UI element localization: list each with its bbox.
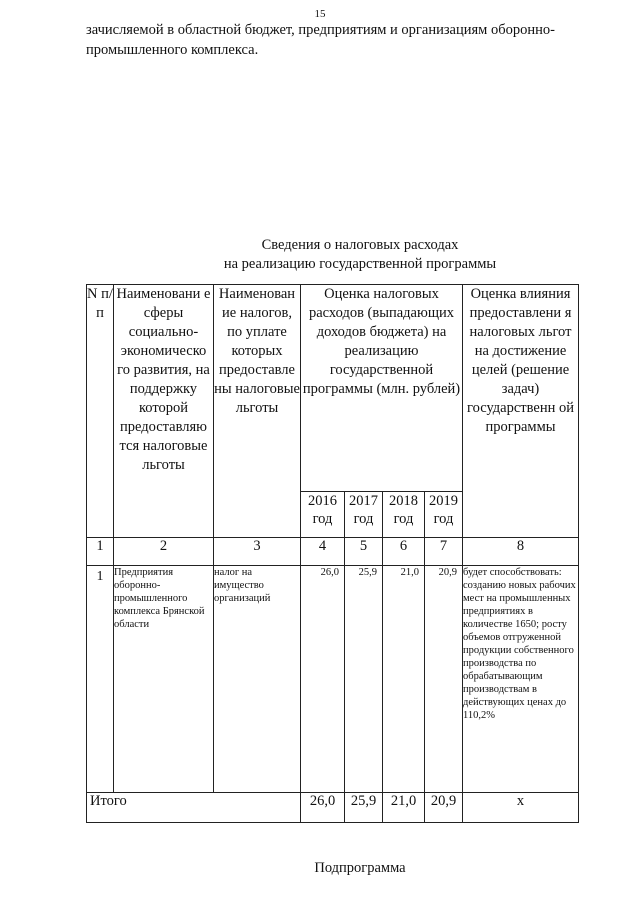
column-number: 6 [383, 538, 425, 566]
row-value-2017: 25,9 [345, 566, 383, 793]
section-title [0, 236, 640, 274]
header-estimate: Оценка налоговых расходов (выпадающих доходов бюджета) на реализацию государственной программы (млн. рублей) [301, 285, 463, 492]
column-number: 1 [87, 538, 114, 566]
header-sphere: Наименовани е сферы социально-экономическо го развития, на поддержку которой предоставляю тся налоговые льготы [114, 285, 214, 538]
column-number: 5 [345, 538, 383, 566]
column-number: 7 [425, 538, 463, 566]
row-value-2019: 20,9 [425, 566, 463, 793]
subprogram-heading: Подпрограмма [314, 860, 406, 876]
total-row [87, 793, 579, 823]
row-sphere: Предприятия оборонно-промышленного комплекса Брянской области [114, 566, 214, 793]
table-row [87, 566, 579, 793]
column-number-row [87, 538, 579, 566]
total-value-2019: 20,9 [425, 793, 463, 823]
header-year-2017: 2017 год [345, 492, 383, 538]
row-value-2016: 26,0 [301, 566, 345, 793]
intro-line-1: зачисляемой в областной бюджет, предприятиям и организациям оборонно- [86, 22, 555, 38]
row-impact: будет способствовать: созданию новых рабочих мест на промышленных предприятиях в количестве 1650; росту объемов отгруженной продукции собственного производства по обрабатывающим производствам в действующих ценах до 110,2% [463, 566, 579, 793]
total-value-2018: 21,0 [383, 793, 425, 823]
header-impact: Оценка влияния предоставлени я налоговых льгот на достижение целей (решение задач) государственн ой программы [463, 285, 579, 538]
intro-paragraph [86, 20, 628, 60]
column-number: 8 [463, 538, 579, 566]
total-impact: x [463, 793, 579, 823]
row-tax: налог на имущество организаций [214, 566, 301, 793]
column-number: 2 [114, 538, 214, 566]
total-label: Итого [87, 793, 301, 823]
column-number: 3 [214, 538, 301, 566]
page-number: 15 [314, 8, 326, 20]
header-tax-name: Наименован ие налогов, по уплате которых предоставле ны налоговые льготы [214, 285, 301, 538]
header-year-2018: 2018 год [383, 492, 425, 538]
total-value-2017: 25,9 [345, 793, 383, 823]
section-title-line-1: Сведения о налоговых расходах [261, 237, 459, 253]
tax-expenditure-table [86, 284, 579, 823]
total-value-2016: 26,0 [301, 793, 345, 823]
column-number: 4 [301, 538, 345, 566]
row-value-2018: 21,0 [383, 566, 425, 793]
section-title-line-2: на реализацию государственной программы [223, 256, 497, 272]
row-number: 1 [87, 566, 114, 793]
header-year-2016: 2016 год [301, 492, 345, 538]
header-year-2019: 2019 год [425, 492, 463, 538]
header-num: N п/п [87, 285, 114, 538]
intro-line-2: промышленного комплекса. [86, 42, 259, 58]
